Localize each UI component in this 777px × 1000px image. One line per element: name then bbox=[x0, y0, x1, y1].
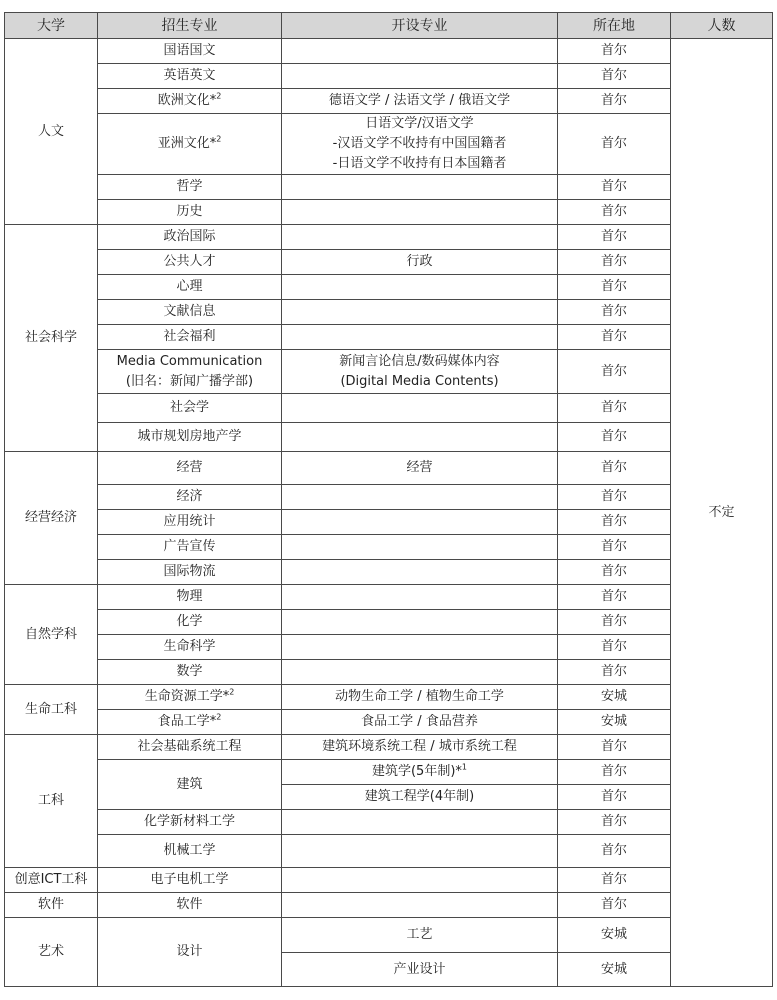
location-cell: 首尔 bbox=[558, 760, 671, 785]
offered-major-cell bbox=[282, 200, 558, 225]
offered-major-label: 德语文学 / 法语文学 / 俄语文学 bbox=[328, 93, 511, 108]
header-offered-major: 开设专业 bbox=[282, 13, 558, 39]
recruit-major-cell bbox=[98, 535, 282, 560]
offered-major-label: 动物生命工学 / 植物生命工学 bbox=[335, 689, 504, 704]
table-row bbox=[5, 560, 773, 585]
university-cell: 工科 bbox=[5, 735, 98, 868]
recruit-major-label: 化学新材料工学 bbox=[143, 814, 235, 829]
recruit-major-cell bbox=[98, 225, 282, 250]
offered-major-cell bbox=[282, 760, 558, 785]
recruit-major-label: 建筑 bbox=[176, 776, 203, 792]
recruit-major-label: 哲学 bbox=[176, 179, 203, 194]
offered-major-cell bbox=[282, 685, 558, 710]
recruit-major-cell bbox=[98, 918, 282, 987]
recruit-major-cell bbox=[98, 300, 282, 325]
offered-major-cell bbox=[282, 225, 558, 250]
offered-major-label: 经营 bbox=[406, 460, 433, 475]
admissions-table bbox=[4, 12, 773, 987]
table-row bbox=[5, 350, 773, 394]
recruit-major-label: 社会福利 bbox=[163, 329, 216, 344]
recruit-major-cell bbox=[98, 325, 282, 350]
location-cell: 首尔 bbox=[558, 89, 671, 114]
recruit-major-cell bbox=[98, 89, 282, 114]
offered-major-cell bbox=[282, 394, 558, 423]
table-row bbox=[5, 868, 773, 893]
header-location: 所在地 bbox=[558, 13, 671, 39]
recruit-major-label: 社会学 bbox=[169, 400, 209, 415]
offered-major-cell bbox=[282, 735, 558, 760]
recruit-major-former-name: (旧名：新闻广播学部) bbox=[125, 373, 254, 389]
recruit-major-label: 心理 bbox=[176, 279, 203, 294]
recruit-major-cell bbox=[98, 423, 282, 452]
table-row bbox=[5, 114, 773, 175]
table-row bbox=[5, 660, 773, 685]
offered-major-cell bbox=[282, 585, 558, 610]
offered-major-cell bbox=[282, 918, 558, 953]
table-row bbox=[5, 893, 773, 918]
location-cell: 首尔 bbox=[558, 610, 671, 635]
offered-major-cell bbox=[282, 325, 558, 350]
location-cell: 首尔 bbox=[558, 423, 671, 452]
table-row bbox=[5, 452, 773, 485]
offered-major-cell bbox=[282, 300, 558, 325]
recruit-major-cell bbox=[98, 810, 282, 835]
location-cell: 首尔 bbox=[558, 785, 671, 810]
offered-major-cell bbox=[282, 953, 558, 987]
offered-major-cell bbox=[282, 350, 558, 394]
offered-major-cell bbox=[282, 835, 558, 868]
offered-major-label: 食品工学 / 食品营养 bbox=[361, 714, 478, 729]
offered-major-label: 建筑学(5年制)*$^1$ bbox=[371, 762, 467, 779]
table-row bbox=[5, 760, 773, 785]
location-cell: 首尔 bbox=[558, 114, 671, 175]
offered-major-cell bbox=[282, 64, 558, 89]
recruit-major-cell bbox=[98, 685, 282, 710]
table-row bbox=[5, 175, 773, 200]
recruit-major-label: 英语英文 bbox=[163, 68, 216, 83]
location-cell: 首尔 bbox=[558, 868, 671, 893]
table-row bbox=[5, 710, 773, 735]
location-cell: 首尔 bbox=[558, 585, 671, 610]
table-row bbox=[5, 89, 773, 114]
location-cell: 首尔 bbox=[558, 485, 671, 510]
offered-major-cell bbox=[282, 39, 558, 64]
offered-major-cell bbox=[282, 560, 558, 585]
offered-major-cell bbox=[282, 275, 558, 300]
location-cell: 首尔 bbox=[558, 250, 671, 275]
university-cell: 生命工科 bbox=[5, 685, 98, 735]
location-cell: 首尔 bbox=[558, 325, 671, 350]
table-row bbox=[5, 275, 773, 300]
recruit-major-cell bbox=[98, 485, 282, 510]
offered-major-cell bbox=[282, 893, 558, 918]
table-row bbox=[5, 918, 773, 953]
recruit-major-cell bbox=[98, 868, 282, 893]
recruit-major-cell bbox=[98, 452, 282, 485]
recruit-major-cell bbox=[98, 710, 282, 735]
offered-major-cell bbox=[282, 785, 558, 810]
table-row bbox=[5, 735, 773, 760]
table-row bbox=[5, 64, 773, 89]
offered-major-label: -日语文学不收持有日本国籍者 bbox=[332, 156, 507, 171]
recruit-major-cell bbox=[98, 735, 282, 760]
offered-major-cell bbox=[282, 485, 558, 510]
recruit-major-label: 广告宣传 bbox=[163, 539, 216, 554]
offered-major-label: 建筑环境系统工程 / 城市系统工程 bbox=[322, 739, 517, 754]
recruit-major-label: 欧洲文化*$^2$ bbox=[157, 91, 222, 108]
recruit-major-cell bbox=[98, 350, 282, 394]
table-row bbox=[5, 685, 773, 710]
offered-major-label: -汉语文学不收持有中国国籍者 bbox=[332, 136, 507, 151]
location-cell: 首尔 bbox=[558, 835, 671, 868]
location-cell: 首尔 bbox=[558, 660, 671, 685]
header-count: 人数 bbox=[671, 13, 773, 39]
recruit-major-label: 生命资源工学*$^2$ bbox=[144, 687, 235, 704]
recruit-major-label: 城市规划房地产学 bbox=[137, 429, 242, 444]
recruit-major-label: 软件 bbox=[176, 897, 203, 912]
recruit-major-cell bbox=[98, 585, 282, 610]
offered-major-label: 工艺 bbox=[406, 927, 433, 942]
table-row bbox=[5, 423, 773, 452]
table-row bbox=[5, 300, 773, 325]
offered-major-label: (Digital Media Contents) bbox=[340, 373, 499, 389]
footnote-mark: 2 bbox=[216, 712, 222, 722]
table-row bbox=[5, 585, 773, 610]
offered-major-cell bbox=[282, 535, 558, 560]
recruit-major-cell bbox=[98, 175, 282, 200]
recruit-major-label: 文献信息 bbox=[163, 304, 216, 319]
location-cell: 首尔 bbox=[558, 275, 671, 300]
recruit-major-cell bbox=[98, 250, 282, 275]
location-cell: 首尔 bbox=[558, 810, 671, 835]
location-cell: 首尔 bbox=[558, 535, 671, 560]
recruit-major-cell bbox=[98, 114, 282, 175]
header-recruit-major: 招生专业 bbox=[98, 13, 282, 39]
recruit-major-cell bbox=[98, 893, 282, 918]
table-row bbox=[5, 810, 773, 835]
offered-major-cell bbox=[282, 510, 558, 535]
location-cell: 首尔 bbox=[558, 635, 671, 660]
recruit-major-label: 经济 bbox=[176, 489, 203, 504]
location-cell: 首尔 bbox=[558, 39, 671, 64]
offered-major-cell bbox=[282, 175, 558, 200]
table-row bbox=[5, 250, 773, 275]
recruit-major-label: 生命科学 bbox=[163, 639, 216, 654]
recruit-major-label: 食品工学*$^2$ bbox=[157, 712, 222, 729]
offered-major-cell bbox=[282, 423, 558, 452]
header-university: 大学 bbox=[5, 13, 98, 39]
recruit-major-label: 公共人才 bbox=[163, 254, 216, 269]
table-row bbox=[5, 535, 773, 560]
university-cell: 软件 bbox=[5, 893, 98, 918]
offered-major-cell bbox=[282, 250, 558, 275]
recruit-major-cell bbox=[98, 64, 282, 89]
recruit-major-cell bbox=[98, 394, 282, 423]
recruit-major-cell bbox=[98, 510, 282, 535]
offered-major-cell bbox=[282, 452, 558, 485]
offered-major-cell bbox=[282, 89, 558, 114]
location-cell: 首尔 bbox=[558, 394, 671, 423]
location-cell: 首尔 bbox=[558, 735, 671, 760]
recruit-major-cell bbox=[98, 635, 282, 660]
recruit-major-label: 电子电机工学 bbox=[150, 872, 229, 887]
recruit-major-label: 机械工学 bbox=[163, 843, 216, 858]
table-row bbox=[5, 200, 773, 225]
recruit-major-cell bbox=[98, 275, 282, 300]
location-cell: 首尔 bbox=[558, 175, 671, 200]
recruit-major-cell bbox=[98, 835, 282, 868]
table-row bbox=[5, 325, 773, 350]
location-cell: 首尔 bbox=[558, 200, 671, 225]
recruit-major-cell bbox=[98, 200, 282, 225]
table-row bbox=[5, 635, 773, 660]
header-row bbox=[5, 13, 773, 39]
recruit-major-label: 亚洲文化*$^2$ bbox=[157, 134, 222, 151]
location-cell: 安城 bbox=[558, 685, 671, 710]
recruit-major-cell bbox=[98, 660, 282, 685]
recruit-major-label: 历史 bbox=[176, 204, 203, 219]
recruit-major-label: 国际物流 bbox=[163, 564, 216, 579]
location-cell: 首尔 bbox=[558, 64, 671, 89]
offered-major-label: 行政 bbox=[406, 254, 433, 269]
offered-major-cell bbox=[282, 810, 558, 835]
location-cell: 首尔 bbox=[558, 300, 671, 325]
university-cell: 人文 bbox=[5, 39, 98, 225]
offered-major-label: 日语文学/汉语文学 bbox=[365, 116, 474, 131]
location-cell: 安城 bbox=[558, 953, 671, 987]
recruit-major-label: Media Communication bbox=[116, 353, 263, 369]
university-cell: 艺术 bbox=[5, 918, 98, 987]
table-row bbox=[5, 485, 773, 510]
table-row bbox=[5, 394, 773, 423]
offered-major-label: 产业设计 bbox=[393, 961, 446, 977]
university-cell: 社会科学 bbox=[5, 225, 98, 452]
offered-major-cell bbox=[282, 635, 558, 660]
location-cell: 首尔 bbox=[558, 510, 671, 535]
offered-major-cell bbox=[282, 660, 558, 685]
table-row bbox=[5, 610, 773, 635]
table-row bbox=[5, 225, 773, 250]
location-cell: 首尔 bbox=[558, 350, 671, 394]
headcount-cell: 不定 bbox=[671, 39, 773, 987]
location-cell: 安城 bbox=[558, 918, 671, 953]
recruit-major-label: 经营 bbox=[176, 460, 203, 475]
location-cell: 首尔 bbox=[558, 560, 671, 585]
university-cell: 创意ICT工科 bbox=[5, 868, 98, 893]
table-body bbox=[5, 39, 773, 987]
offered-major-cell bbox=[282, 868, 558, 893]
location-cell: 首尔 bbox=[558, 225, 671, 250]
offered-major-label: 建筑工程学(4年制) bbox=[364, 789, 475, 804]
recruit-major-label: 应用统计 bbox=[163, 514, 216, 529]
recruit-major-label: 物理 bbox=[176, 589, 203, 604]
location-cell: 首尔 bbox=[558, 893, 671, 918]
footnote-mark: 2 bbox=[229, 687, 235, 697]
university-cell: 自然学科 bbox=[5, 585, 98, 685]
recruit-major-label: 国语国文 bbox=[163, 43, 216, 58]
recruit-major-label: 社会基础系统工程 bbox=[137, 739, 242, 754]
recruit-major-cell bbox=[98, 760, 282, 810]
location-cell: 安城 bbox=[558, 710, 671, 735]
recruit-major-label: 数学 bbox=[176, 664, 203, 679]
recruit-major-label: 政治国际 bbox=[163, 229, 216, 244]
recruit-major-label: 化学 bbox=[176, 614, 203, 629]
table-row bbox=[5, 510, 773, 535]
recruit-major-label: 设计 bbox=[176, 944, 203, 959]
table-row bbox=[5, 39, 773, 64]
footnote-mark: 2 bbox=[216, 91, 222, 101]
recruit-major-cell bbox=[98, 610, 282, 635]
offered-major-cell bbox=[282, 710, 558, 735]
location-cell: 首尔 bbox=[558, 452, 671, 485]
footnote-mark: 2 bbox=[216, 134, 222, 144]
offered-major-cell bbox=[282, 114, 558, 175]
recruit-major-cell bbox=[98, 39, 282, 64]
university-cell: 经营经济 bbox=[5, 452, 98, 585]
recruit-major-cell bbox=[98, 560, 282, 585]
offered-major-cell bbox=[282, 610, 558, 635]
offered-major-label: 新闻言论信息/数码媒体内容 bbox=[339, 353, 500, 369]
table-row bbox=[5, 835, 773, 868]
footnote-mark: 1 bbox=[461, 762, 467, 772]
